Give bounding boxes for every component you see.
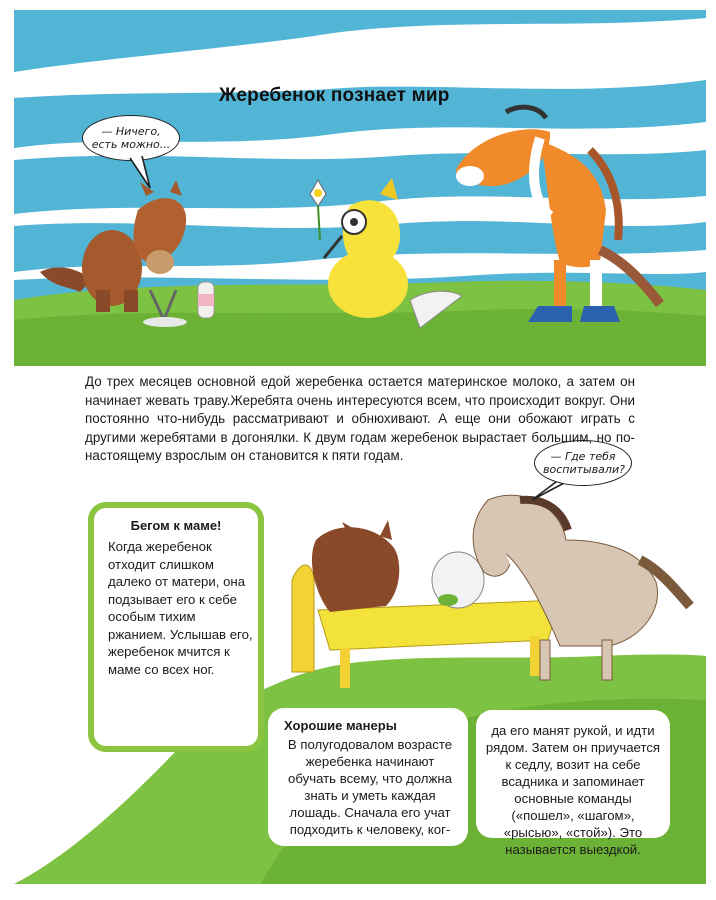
speech-bubble-text: — Где тебя воспитывали?: [543, 450, 625, 476]
info-box-heading: Бегом к маме!: [130, 518, 222, 533]
intro-paragraph-text: До трех месяцев основной едой жеребенка остается материнское молоко, а затем он начинает жевать траву.Жеребята очень интересуются всем, что происходит вокруг. Они постоянно что-нибудь рассматривают и обнюхивают. А еще они обожают играть с другими жеребятами в догонялки. К двум годам жеребенок вырастает большим, но по-настоящему взрослым он становится к пяти годам.: [85, 374, 635, 463]
info-box-text-right: да его манят рукой, и идти рядом. Затем он приучается к седлу, возит на себе всадника и запоминает основные команды («пошел», «шагом», «рысью», «стой»). Это называется выездкой.: [485, 723, 661, 857]
info-box-text: Когда жеребенок отходит слишком далеко от матери, она подзывает его к себе особым тихим ржанием. Услышав его, жеребенок мчится к маме со всех ног.: [108, 539, 253, 677]
info-box-text-left: В полугодовалом возрасте жеребенка начинают обучать всему, что должна знать и уметь каждая лошадь. Сначала его учат подходить к человеку, ког-: [287, 737, 453, 837]
page-title: Жеребенок познает мир: [219, 85, 450, 106]
speech-bubble-brown-foal: [82, 115, 180, 161]
info-box-good-manners-continued: [476, 710, 670, 857]
speech-bubble-text: — Ничего, есть можно...: [91, 125, 171, 151]
info-box-run-to-mom: [88, 502, 264, 752]
info-box-heading: Хорошие манеры: [284, 718, 397, 733]
info-box-good-manners: [268, 708, 468, 846]
intro-paragraph: [85, 373, 635, 466]
